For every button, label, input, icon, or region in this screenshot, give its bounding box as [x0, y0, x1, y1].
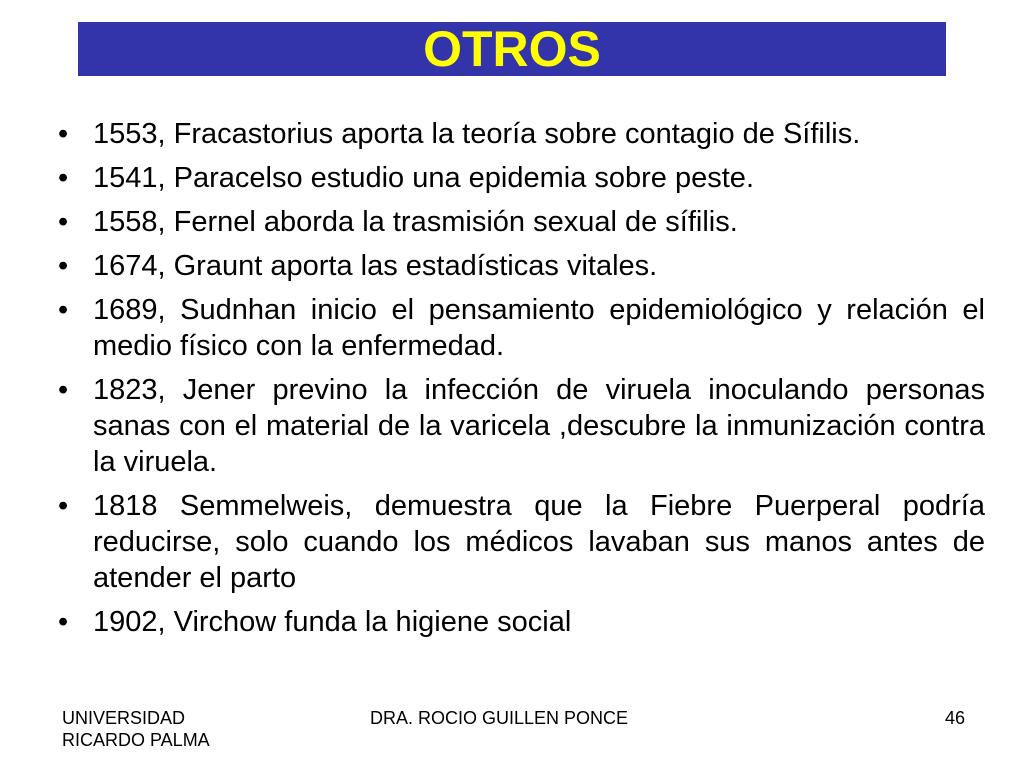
- bullet-icon: •: [58, 490, 69, 522]
- bullet-item-1541: [60, 160, 985, 196]
- bullet-item-1553: [60, 116, 985, 152]
- bullet-icon: •: [58, 250, 69, 282]
- bullet-item-1823: [60, 372, 985, 480]
- footer-university-line1: UNIVERSIDAD: [62, 708, 186, 728]
- bullet-item-1689: [60, 292, 985, 364]
- bullet-text: 1553, Fracastorius aporta la teoría sobre contagio de Sífilis.: [93, 118, 861, 150]
- bullet-text: 1541, Paracelso estudio una epidemia sobre peste.: [93, 162, 754, 194]
- title-bar: [78, 22, 946, 76]
- footer-university-line2: RICARDO PALMA: [62, 730, 210, 750]
- bullet-item-1818: [60, 488, 985, 596]
- footer-university: [62, 707, 210, 751]
- bullet-text: 1902, Virchow funda la higiene social: [93, 606, 572, 638]
- bullet-icon: •: [58, 162, 69, 194]
- bullet-icon: •: [58, 206, 69, 238]
- bullet-icon: •: [58, 294, 69, 326]
- bullet-text: 1818 Semmelweis, demuestra que la Fiebre Puerperal podría reducirse, solo cuando los médicos lavaban sus manos antes de atender el parto: [93, 490, 985, 594]
- bullet-icon: •: [58, 118, 69, 150]
- bullet-text: 1689, Sudnhan inicio el pensamiento epidemiológico y relación el medio físico con la enfermedad.: [93, 294, 985, 362]
- bullet-text: 1558, Fernel aborda la trasmisión sexual de sífilis.: [93, 206, 738, 238]
- bullet-text: 1823, Jener previno la infección de viruela inoculando personas sanas con el material de la varicela ,descubre la inmunización contra la viruela.: [93, 374, 985, 478]
- bullet-text: 1674, Graunt aporta las estadísticas vitales.: [93, 250, 658, 282]
- bullet-item-1558: [60, 204, 985, 240]
- bullet-icon: •: [58, 606, 69, 638]
- slide-title: OTROS: [423, 21, 601, 77]
- bullet-list: [60, 116, 985, 648]
- footer-author: DRA. ROCIO GUILLEN PONCE: [370, 708, 629, 728]
- bullet-item-1674: [60, 248, 985, 284]
- bullet-item-1902: [60, 604, 985, 640]
- bullet-icon: •: [58, 374, 69, 406]
- footer-page-number: 46: [944, 708, 965, 728]
